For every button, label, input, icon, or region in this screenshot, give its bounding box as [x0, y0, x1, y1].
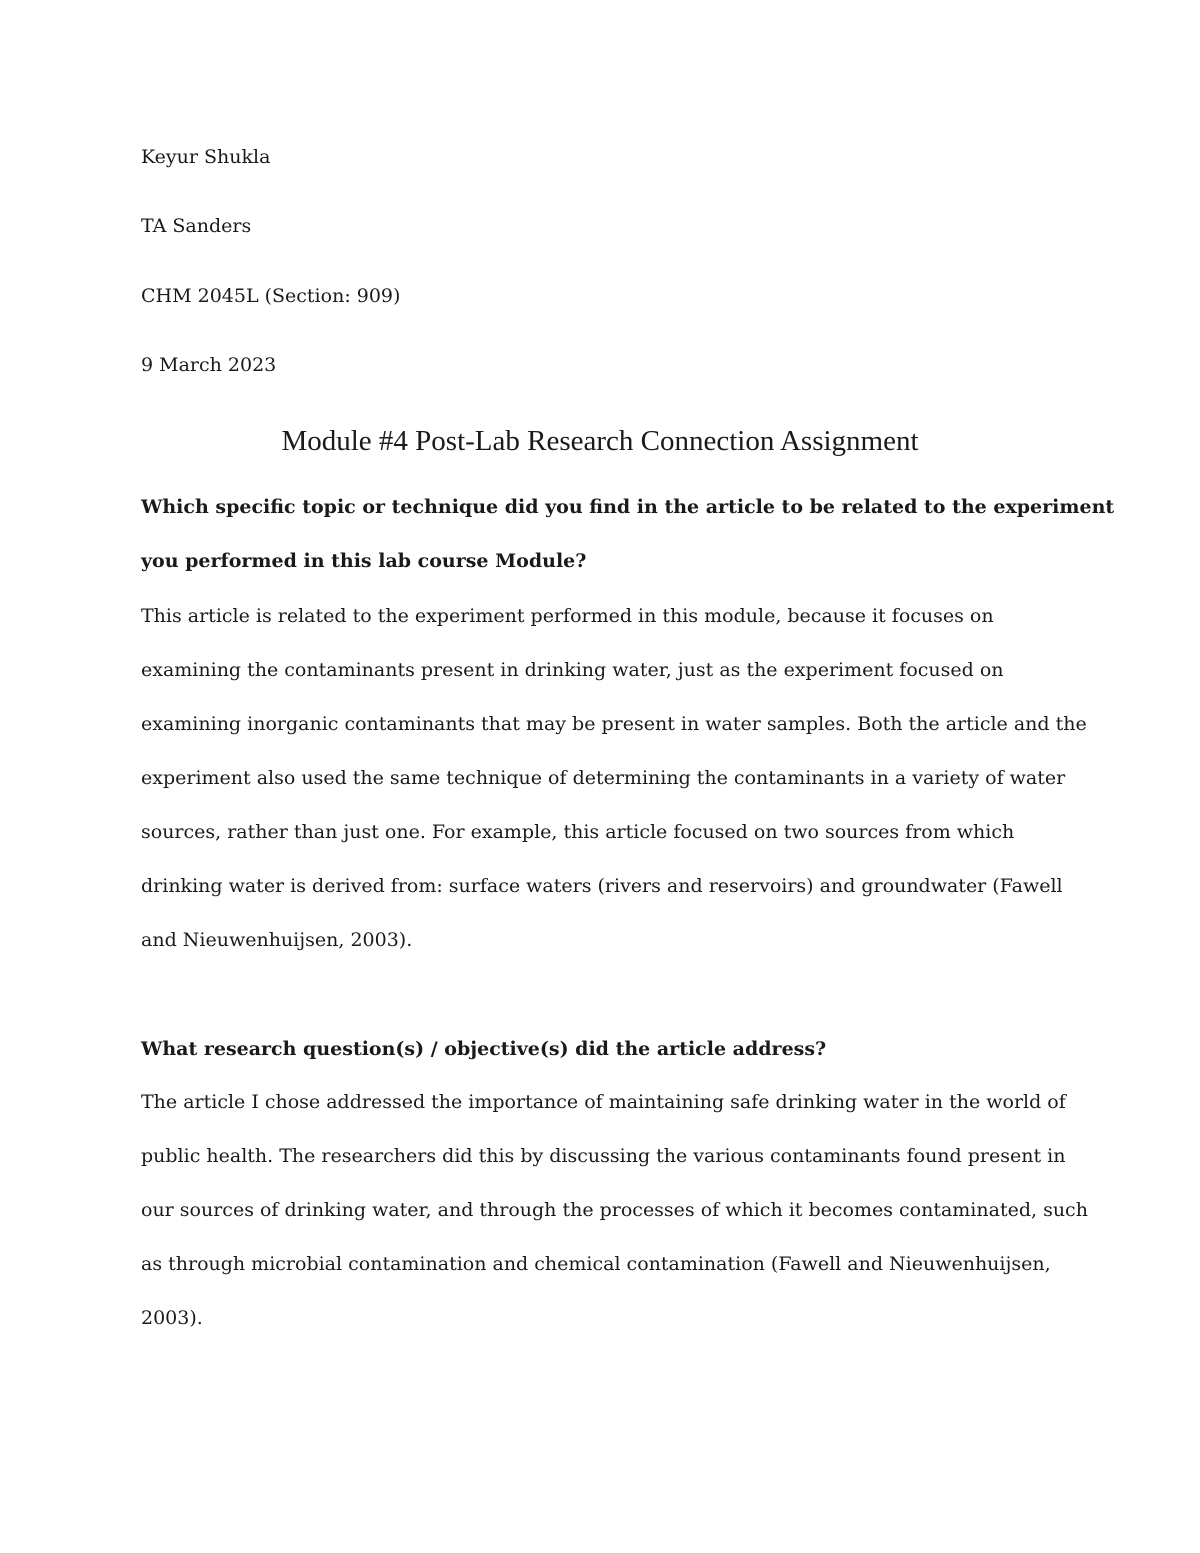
- answer-line: examining the contaminants present in drinking water, just as the experiment focused on: [141, 659, 1004, 681]
- answer-2: [141, 1075, 1088, 1345]
- answer-line: as through microbial contamination and chemical contamination (Fawell and Nieuwenhuijsen,: [141, 1253, 1051, 1275]
- answer-line: 2003).: [141, 1307, 203, 1329]
- question-line: you performed in this lab course Module?: [141, 550, 587, 572]
- answer-1: [141, 589, 1087, 967]
- answer-line: The article I chose addressed the importance of maintaining safe drinking water in the world of: [141, 1091, 1066, 1113]
- answer-line: examining inorganic contaminants that may be present in water samples. Both the article and the: [141, 713, 1087, 735]
- answer-line: drinking water is derived from: surface waters (rivers and reservoirs) and groundwater (Fawell: [141, 875, 1063, 897]
- student-name: Keyur Shukla: [141, 146, 271, 168]
- answer-line: our sources of drinking water, and through the processes of which it becomes contaminated, such: [141, 1199, 1088, 1221]
- answer-line: experiment also used the same technique of determining the contaminants in a variety of water: [141, 767, 1066, 789]
- question-1: [141, 480, 1115, 588]
- document-date: 9 March 2023: [141, 354, 277, 376]
- question-line: What research question(s) / objective(s) did the article address?: [141, 1038, 827, 1060]
- answer-line: sources, rather than just one. For example, this article focused on two sources from which: [141, 821, 1015, 843]
- answer-line: and Nieuwenhuijsen, 2003).: [141, 929, 413, 951]
- instructor-name: TA Sanders: [141, 215, 252, 237]
- answer-line: public health. The researchers did this by discussing the various contaminants found present in: [141, 1145, 1066, 1167]
- answer-line: This article is related to the experiment performed in this module, because it focuses on: [141, 605, 994, 627]
- course-info: CHM 2045L (Section: 909): [141, 285, 401, 307]
- question-line: Which specific topic or technique did you find in the article to be related to the experiment: [141, 496, 1115, 518]
- question-2: [141, 1022, 1081, 1076]
- document-title: Module #4 Post-Lab Research Connection Assignment: [281, 425, 919, 457]
